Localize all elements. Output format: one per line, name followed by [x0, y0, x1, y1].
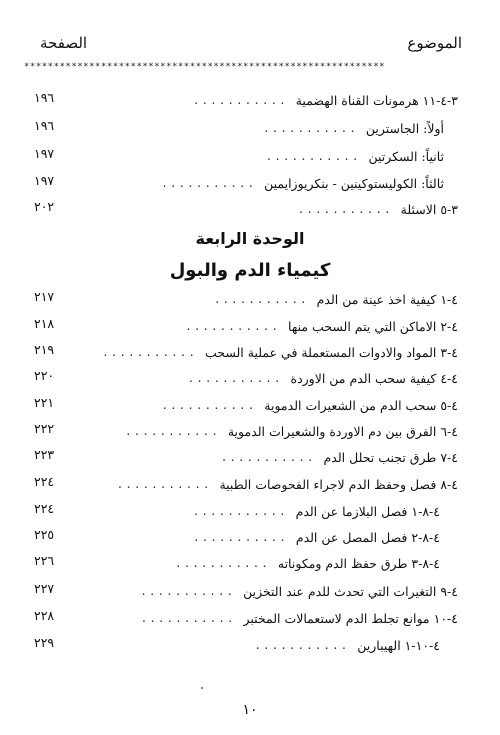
print-speck	[201, 687, 203, 689]
page-number: ١٠	[242, 702, 258, 718]
leader-dots: ...........	[254, 638, 350, 652]
entry-title: ٤-٧ طرق تجنب تحلل الدم	[323, 449, 458, 465]
entry-page: ١٩٧	[34, 173, 55, 188]
entry-page: ٢٢٣	[34, 447, 55, 462]
toc-entry	[34, 447, 458, 467]
toc-entry	[34, 608, 458, 628]
topic-column-header: الموضوع	[407, 34, 462, 52]
toc-entry	[34, 289, 458, 309]
unit-title: كيمياء الدم والبول	[169, 260, 331, 281]
entry-title: ٤-٩ التغيرات التي تحدث للدم عند التخزين	[243, 583, 458, 599]
leader-dots: ...........	[161, 176, 257, 190]
entry-page: ٢٢٥	[34, 527, 55, 542]
leader-dots: ...........	[124, 424, 220, 438]
leader-dots: ...........	[185, 319, 281, 333]
leader-dots: ...........	[192, 504, 288, 518]
entry-page: ٢٢٤	[34, 474, 55, 489]
leader-dots: ...........	[265, 149, 361, 163]
toc-entry	[34, 316, 458, 336]
toc-entry	[34, 581, 458, 601]
leader-dots: ...........	[187, 371, 283, 385]
entry-page: ٢٢٦	[34, 553, 55, 568]
entry-page: ٢١٩	[34, 342, 55, 357]
entry-page: ١٩٧	[34, 146, 55, 161]
leader-dots: ...........	[161, 398, 257, 412]
entry-title: ٤-٨ فصل وحفظ الدم لاجراء الفحوصات الطبية	[219, 476, 458, 492]
leader-dots: ...........	[175, 556, 270, 570]
leader-dots: ...........	[140, 611, 236, 625]
entry-title: ٤-١٠-١ الهيبارين	[357, 637, 440, 653]
toc-entry	[34, 173, 458, 193]
entry-page: ٢٢٧	[34, 581, 55, 596]
entry-title: ثانياً: السكرتين	[368, 148, 444, 164]
toc-entry	[34, 90, 458, 110]
toc-entry	[34, 501, 458, 521]
entry-page: ٢٢١	[34, 395, 55, 410]
entry-title: ثالثاً: الكوليستوكينين - بنكريوزايمين	[264, 175, 444, 191]
leader-dots: ...........	[192, 93, 288, 107]
page-column-header: الصفحة	[40, 34, 88, 52]
leader-dots: ...........	[213, 292, 309, 306]
entry-page: ٢٢٨	[34, 608, 55, 623]
entry-title: ٤-٤ كيفية سحب الدم من الاوردة	[290, 370, 458, 386]
entry-title: أولاً: الجاسترين	[365, 120, 444, 136]
entry-title: ٣-٥ الاسئلة	[400, 201, 458, 217]
leader-dots: ...........	[263, 121, 358, 135]
leader-dots: ...........	[102, 345, 197, 359]
leader-dots: ...........	[140, 584, 236, 598]
entry-page: ٢١٧	[34, 289, 55, 304]
toc-entry	[34, 527, 458, 547]
entry-title: ٤-١ كيفية اخذ عينة من الدم	[316, 291, 458, 307]
star-divider: *************************************************************	[24, 62, 386, 72]
toc-entry	[34, 395, 458, 415]
entry-title: ٣-٤-١١ هرمونات القناة الهضمية	[295, 92, 458, 108]
entry-page: ٢٠٢	[34, 199, 55, 214]
entry-page: ٢١٨	[34, 316, 55, 331]
toc-entry	[34, 553, 458, 573]
leader-dots: ...........	[116, 477, 212, 491]
entry-page: ١٩٦	[34, 90, 55, 105]
entry-title: ٤-١٠ موانع تجلط الدم لاستعمالات المختبر	[243, 610, 458, 626]
leader-dots: ...........	[192, 530, 288, 544]
entry-page: ٢٢٠	[34, 368, 55, 383]
toc-entry	[34, 146, 458, 166]
toc-entry	[34, 118, 458, 138]
unit-heading: الوحدة الرابعة	[195, 229, 305, 248]
entry-title: ٤-٨-٢ فصل المصل عن الدم	[295, 529, 440, 545]
entry-page: ٢٢٤	[34, 501, 55, 516]
entry-title: ٤-٨-٣ طرق حفظ الدم ومكوناته	[277, 555, 440, 571]
entry-title: ٤-٢ الاماكن التي يتم السحب منها	[288, 318, 458, 334]
toc-entry	[34, 474, 458, 494]
toc-entry	[34, 368, 458, 388]
leader-dots: ...........	[220, 450, 316, 464]
entry-page: ٢٢٩	[34, 635, 55, 650]
entry-title: ٤-٦ الفرق بين دم الاوردة والشعيرات الدموية	[227, 423, 458, 439]
entry-title: ٤-٣ المواد والادوات المستعملة في عملية السحب	[205, 344, 458, 360]
entry-page: ١٩٦	[34, 118, 55, 133]
entry-title: ٤-٥ سحب الدم من الشعيرات الدموية	[264, 397, 458, 413]
toc-entry	[34, 199, 458, 219]
entry-page: ٢٢٢	[34, 421, 55, 436]
toc-entry	[34, 421, 458, 441]
leader-dots: ...........	[297, 202, 393, 216]
toc-entry	[34, 635, 458, 655]
entry-title: ٤-٨-١ فصل البلازما عن الدم	[295, 503, 440, 519]
toc-entry	[34, 342, 458, 362]
